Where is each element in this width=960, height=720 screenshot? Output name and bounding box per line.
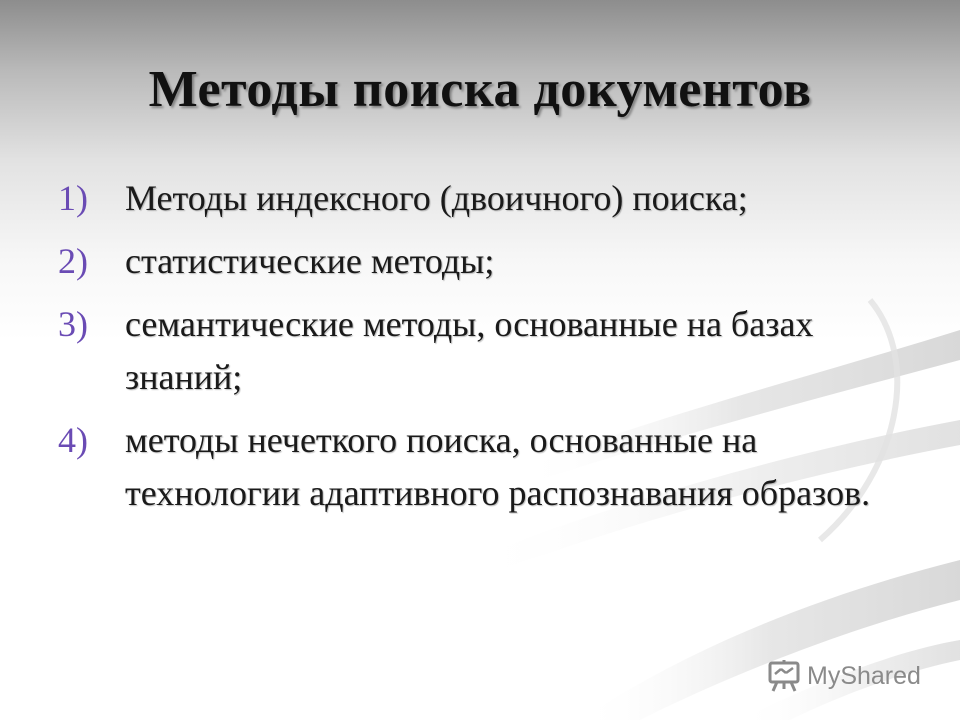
list-item-text: Методы индексного (двоичного) поиска;: [125, 178, 748, 218]
list-item-text: методы нечеткого поиска, основанные на технологии адаптивного распознавания образов.: [125, 420, 871, 513]
methods-list: [58, 172, 918, 530]
list-item: [58, 172, 918, 225]
list-item: [58, 298, 918, 404]
list-item-text: статистические методы;: [125, 241, 495, 281]
list-item-number: 1): [58, 178, 88, 218]
list-item-number: 4): [58, 420, 88, 460]
list-item-number: 3): [58, 304, 88, 344]
list-item-number: 2): [58, 241, 88, 281]
swoosh-band-3: [580, 560, 960, 720]
presentation-board-icon: [767, 659, 801, 693]
slide-title: Методы поиска документов: [148, 61, 812, 118]
list-item-text: семантические методы, основанные на базах знаний;: [125, 304, 814, 397]
list-item: [58, 235, 918, 288]
watermark-text: MyShared: [807, 661, 921, 690]
myshared-watermark[interactable]: [767, 656, 921, 696]
list-item: [58, 414, 918, 520]
